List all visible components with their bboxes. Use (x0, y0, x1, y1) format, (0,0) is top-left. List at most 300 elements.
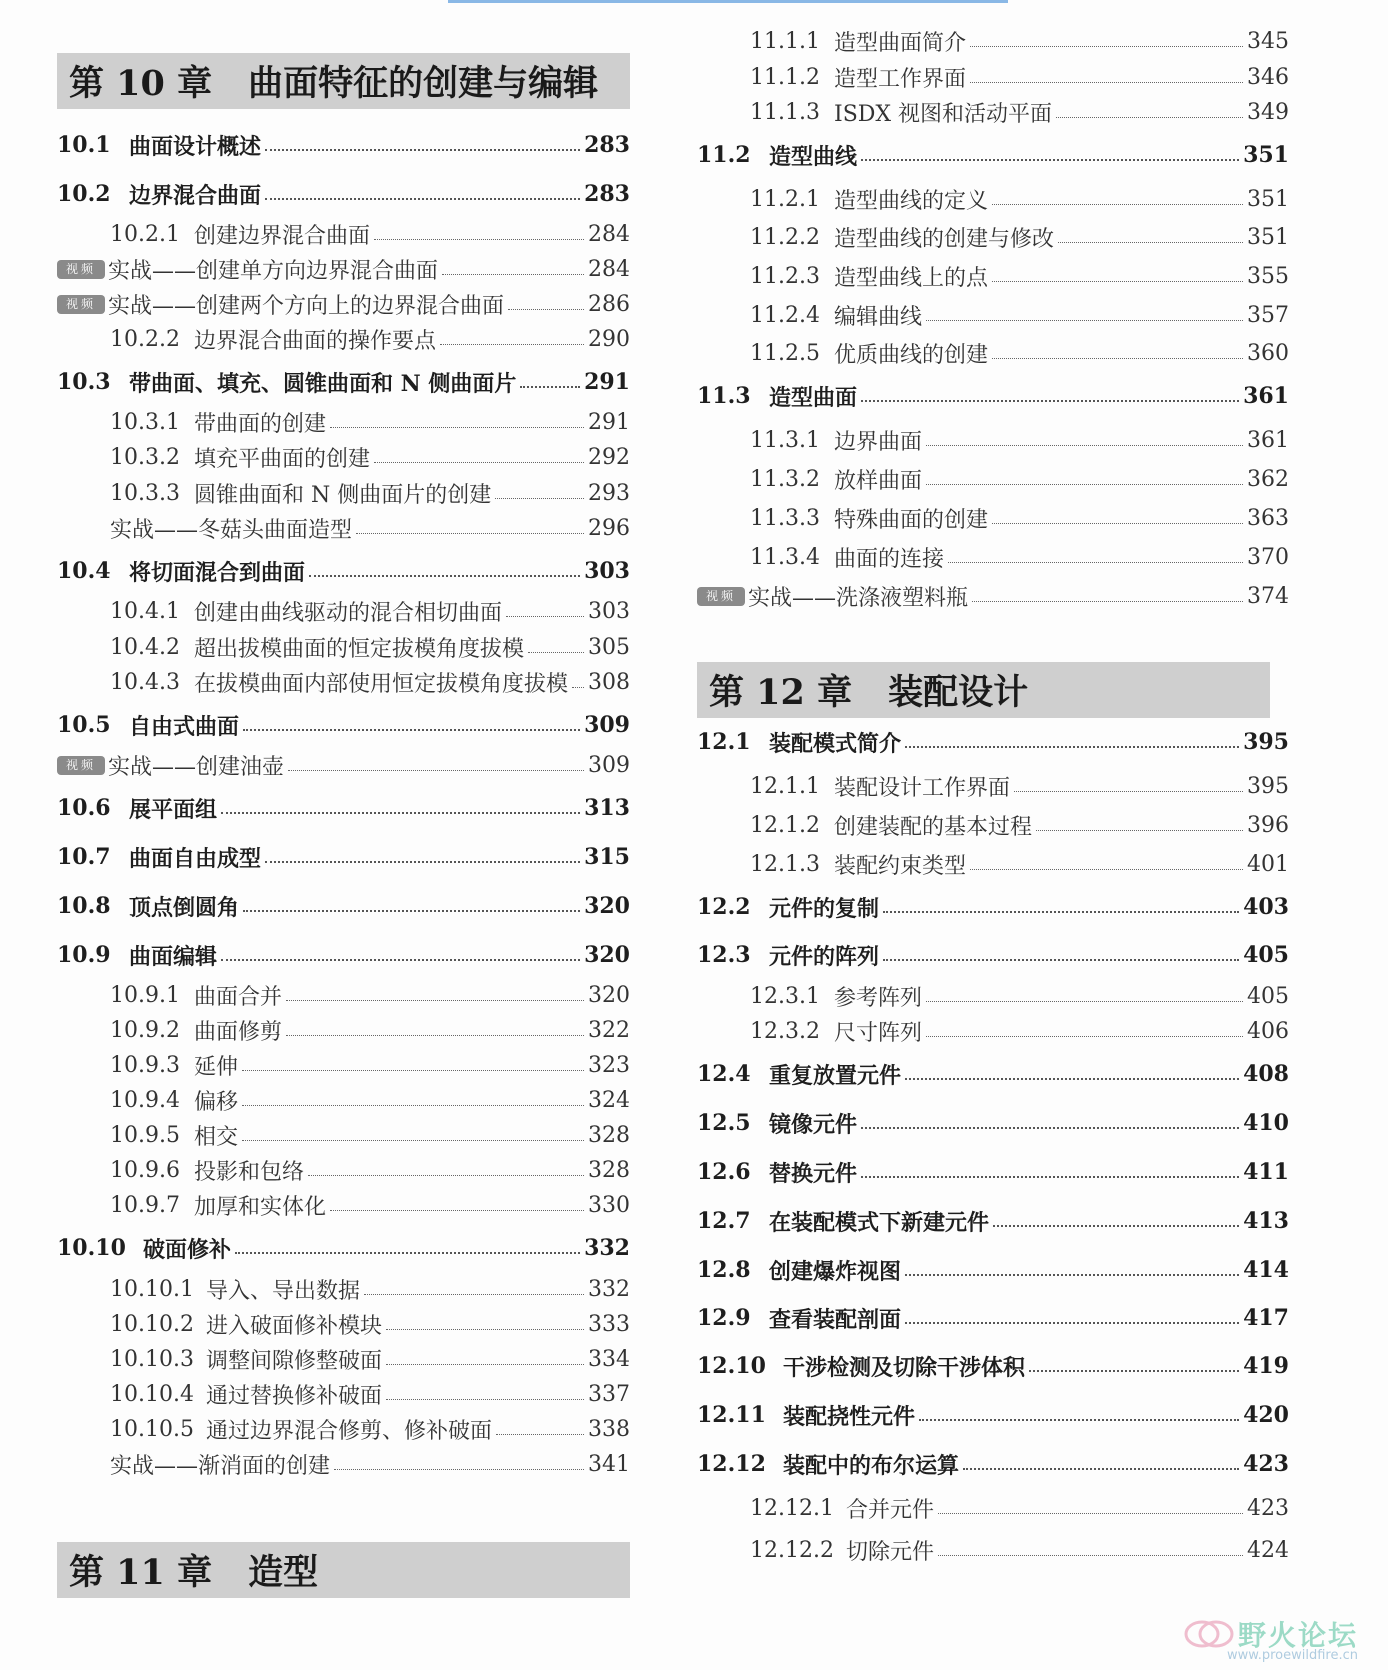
entry-title: 造型曲线 (769, 143, 858, 170)
dot-leader (1014, 791, 1243, 792)
dot-leader (970, 82, 1243, 83)
dot-leader (308, 1175, 584, 1176)
entry-title: 重复放置元件 (769, 1062, 902, 1089)
entry-number: 10.10.4 (110, 1381, 194, 1407)
entry-title: 编辑曲线 (834, 304, 923, 330)
dot-leader (972, 601, 1243, 602)
entry-page-number: 303 (588, 598, 630, 624)
entry-number: 10.10.2 (110, 1311, 194, 1337)
toc-subsection-entry[interactable] (57, 1306, 630, 1342)
video-badge: 视频 (57, 756, 105, 775)
dot-leader (496, 1434, 584, 1435)
entry-title: 相交 (194, 1124, 239, 1150)
chapter-label: 第 11 章 (69, 1552, 213, 1593)
entry-title: 自由式曲面 (129, 713, 240, 740)
entry-page-number: 341 (588, 1451, 630, 1477)
chapter-label: 第 10 章 (69, 63, 213, 104)
dot-leader (905, 1078, 1239, 1080)
entry-number: 12.6 (697, 1159, 751, 1185)
entry-page-number: 417 (1243, 1305, 1289, 1331)
toc-section-entry[interactable] (57, 176, 630, 212)
chapter-title: 装配设计 (888, 672, 1029, 713)
toc-section-entry[interactable] (697, 1056, 1289, 1092)
entry-title: 参考阵列 (834, 985, 923, 1011)
entry-title: 实战——冬菇头曲面造型 (110, 517, 353, 543)
entry-page-number: 328 (588, 1157, 630, 1183)
entry-title: 在装配模式下新建元件 (769, 1209, 990, 1236)
toc-subsection-entry[interactable] (57, 1117, 630, 1153)
toc-subsection-entry[interactable] (697, 23, 1289, 59)
entry-page-number: 395 (1247, 773, 1289, 799)
entry-number: 11.2.2 (750, 224, 820, 250)
entry-title: 镜像元件 (769, 1111, 858, 1138)
dot-leader (243, 729, 580, 731)
dot-leader (265, 149, 580, 151)
dot-leader (286, 1035, 584, 1036)
entry-number: 12.12.1 (750, 1495, 834, 1521)
entry-number: 12.4 (697, 1061, 751, 1087)
entry-page-number: 309 (588, 752, 630, 778)
entry-page-number: 303 (584, 558, 630, 584)
entry-title: 特殊曲面的创建 (834, 507, 989, 533)
entry-title: 曲面设计概述 (129, 133, 262, 160)
entry-number: 10.8 (57, 893, 111, 919)
dot-leader (330, 1210, 584, 1211)
toc-section-entry[interactable] (57, 1230, 630, 1266)
video-badge: 视频 (697, 587, 745, 606)
entry-number: 12.1.1 (750, 773, 820, 799)
toc-subsection-entry[interactable] (57, 216, 630, 252)
entry-number: 11.2.4 (750, 302, 820, 328)
watermark-url: www.proewildfire.cn (1227, 1648, 1358, 1663)
toc-subsection-entry[interactable] (697, 94, 1289, 130)
toc-subsection-entry[interactable] (57, 593, 630, 629)
toc-subsection-entry[interactable] (697, 219, 1289, 255)
entry-page-number: 413 (1243, 1208, 1289, 1234)
entry-page-number: 395 (1243, 729, 1289, 755)
toc-subsection-entry[interactable] (57, 1341, 630, 1377)
entry-number: 12.5 (697, 1110, 751, 1136)
entry-number: 10.5 (57, 712, 111, 738)
entry-title: 偏移 (194, 1089, 239, 1115)
toc-subsection-entry[interactable] (697, 1532, 1289, 1568)
entry-title: 造型曲面 (769, 384, 858, 411)
entry-title: 破面修补 (143, 1236, 232, 1263)
entry-title: 导入、导出数据 (206, 1278, 361, 1304)
entry-page-number: 410 (1243, 1110, 1289, 1136)
entry-title: 实战——创建两个方向上的边界混合曲面 (108, 293, 505, 319)
entry-number: 11.3 (697, 383, 751, 409)
entry-title: 进入破面修补模块 (206, 1313, 383, 1339)
entry-title: 曲面自由成型 (129, 845, 262, 872)
dot-leader (963, 1468, 1239, 1470)
entry-page-number: 374 (1247, 583, 1289, 609)
entry-title: 曲面的连接 (834, 546, 945, 572)
toc-lab-entry[interactable] (57, 251, 630, 287)
chapter-10-header (57, 53, 630, 109)
toc-lab-entry[interactable] (57, 747, 630, 783)
entry-number: 12.7 (697, 1208, 751, 1234)
entry-title: 投影和包络 (194, 1159, 305, 1185)
dot-leader (286, 1000, 584, 1001)
entry-title: 曲面修剪 (194, 1019, 283, 1045)
entry-page-number: 323 (588, 1052, 630, 1078)
entry-title: 切除元件 (846, 1539, 935, 1565)
entry-page-number: 309 (584, 712, 630, 738)
entry-title: 圆锥曲面和 N 侧曲面片的创建 (194, 482, 492, 508)
entry-title: 造型曲面简介 (834, 30, 967, 56)
entry-number: 10.9.6 (110, 1157, 180, 1183)
chapter-title: 造型 (248, 1552, 319, 1593)
dot-leader (495, 498, 584, 499)
dot-leader (861, 159, 1239, 161)
dot-leader (242, 1070, 584, 1071)
entry-page-number: 286 (588, 291, 630, 317)
entry-page-number: 351 (1247, 224, 1289, 250)
toc-subsection-entry[interactable] (57, 629, 630, 665)
chapter-label: 第 12 章 (709, 672, 853, 713)
entry-number: 10.2 (57, 181, 111, 207)
dot-leader (1058, 242, 1243, 243)
entry-number: 10.10 (57, 1235, 126, 1261)
entry-title: 带曲面、填充、圆锥曲面和 N 侧曲面片 (129, 370, 517, 397)
toc-subsection-entry[interactable] (57, 404, 630, 440)
toc-subsection-entry[interactable] (697, 335, 1289, 371)
watermark (1182, 1612, 1358, 1663)
toc-section-entry[interactable] (697, 378, 1289, 414)
entry-number: 12.2 (697, 894, 751, 920)
toc-section-entry[interactable] (57, 839, 630, 875)
toc-section-entry[interactable] (697, 1203, 1289, 1239)
dot-leader (386, 1364, 584, 1365)
entry-number: 10.6 (57, 795, 111, 821)
entry-number: 10.2.1 (110, 221, 180, 247)
dot-leader (506, 616, 584, 617)
entry-page-number: 334 (588, 1346, 630, 1372)
entry-page-number: 355 (1247, 263, 1289, 289)
entry-number: 12.8 (697, 1257, 751, 1283)
dot-leader (926, 1036, 1243, 1037)
toc-subsection-entry[interactable] (57, 439, 630, 475)
entry-number: 11.1.1 (750, 28, 820, 54)
entry-page-number: 362 (1247, 466, 1289, 492)
dot-leader (861, 400, 1239, 402)
toc-subsection-entry[interactable] (57, 1376, 630, 1412)
toc-subsection-entry[interactable] (697, 461, 1289, 497)
entry-number: 10.2.2 (110, 326, 180, 352)
entry-page-number: 370 (1247, 544, 1289, 570)
entry-title: 调整间隙修整破面 (206, 1348, 383, 1374)
entry-number: 12.3.2 (750, 1018, 820, 1044)
entry-title: 装配设计工作界面 (834, 775, 1011, 801)
toc-subsection-entry[interactable] (57, 977, 630, 1013)
entry-number: 10.10.5 (110, 1416, 194, 1442)
dot-leader (520, 386, 580, 388)
entry-title: 替换元件 (769, 1160, 858, 1187)
toc-section-entry[interactable] (697, 137, 1289, 173)
entry-title: 造型曲线的创建与修改 (834, 226, 1055, 252)
entry-number: 12.9 (697, 1305, 751, 1331)
entry-number: 10.9.1 (110, 982, 180, 1008)
entry-title: 放样曲面 (834, 468, 923, 494)
toc-lab-entry[interactable] (57, 286, 630, 322)
entry-number: 11.2.1 (750, 186, 820, 212)
toc-subsection-entry[interactable] (697, 422, 1289, 458)
dot-leader (374, 462, 584, 463)
entry-page-number: 401 (1247, 851, 1289, 877)
entry-title: 元件的复制 (769, 895, 880, 922)
entry-title: 将切面混合到曲面 (129, 559, 306, 586)
entry-page-number: 308 (588, 669, 630, 695)
toc-subsection-entry[interactable] (697, 768, 1289, 804)
entry-page-number: 320 (584, 942, 630, 968)
entry-number: 10.4 (57, 558, 111, 584)
toc-subsection-entry[interactable] (697, 500, 1289, 536)
toc-section-entry[interactable] (697, 889, 1289, 925)
toc-section-entry[interactable] (57, 127, 630, 163)
entry-page-number: 411 (1243, 1159, 1289, 1185)
top-accent-line (448, 0, 1008, 3)
entry-page-number: 291 (588, 409, 630, 435)
entry-title: 装配模式简介 (769, 730, 902, 757)
entry-number: 12.12 (697, 1451, 766, 1477)
entry-number: 12.11 (697, 1402, 766, 1428)
toc-lab-entry[interactable] (697, 578, 1289, 614)
entry-title: 通过边界混合修剪、修补破面 (206, 1418, 493, 1444)
entry-page-number: 351 (1247, 186, 1289, 212)
video-badge: 视频 (57, 260, 105, 279)
toc-section-entry[interactable] (57, 707, 630, 743)
dot-leader (926, 445, 1243, 446)
entry-title: 合并元件 (846, 1497, 935, 1523)
entry-number: 10.9 (57, 942, 111, 968)
toc-subsection-entry[interactable] (57, 1152, 630, 1188)
toc-subsection-entry[interactable] (697, 846, 1289, 882)
dot-leader (442, 274, 584, 275)
entry-page-number: 332 (588, 1276, 630, 1302)
toc-subsection-entry[interactable] (57, 1271, 630, 1307)
entry-page-number: 408 (1243, 1061, 1289, 1087)
toc-subsection-entry[interactable] (57, 1187, 630, 1223)
entry-title: 创建装配的基本过程 (834, 814, 1033, 840)
entry-title: 装配中的布尔运算 (783, 1452, 960, 1479)
dot-leader (993, 1225, 1239, 1227)
dot-leader (883, 959, 1239, 961)
entry-page-number: 284 (588, 256, 630, 282)
toc-subsection-entry[interactable] (57, 1012, 630, 1048)
entry-title: 装配挠性元件 (783, 1403, 916, 1430)
entry-page-number: 284 (588, 221, 630, 247)
entry-number: 12.1.3 (750, 851, 820, 877)
entry-number: 11.3.1 (750, 427, 820, 453)
toc-section-entry[interactable] (57, 790, 630, 826)
entry-page-number: 296 (588, 515, 630, 541)
entry-title: 创建由曲线驱动的混合相切曲面 (194, 600, 503, 626)
dot-leader (992, 204, 1243, 205)
entry-title: 实战——创建单方向边界混合曲面 (108, 258, 439, 284)
entry-page-number: 328 (588, 1122, 630, 1148)
entry-number: 11.3.4 (750, 544, 820, 570)
dot-leader (288, 770, 584, 771)
toc-section-entry[interactable] (697, 724, 1289, 760)
toc-subsection-entry[interactable] (697, 1013, 1289, 1049)
entry-number: 10.3.2 (110, 444, 180, 470)
entry-page-number: 315 (584, 844, 630, 870)
entry-page-number: 333 (588, 1311, 630, 1337)
dot-leader (221, 812, 580, 814)
entry-page-number: 405 (1247, 983, 1289, 1009)
dot-leader (905, 1274, 1239, 1276)
entry-number: 11.2.3 (750, 263, 820, 289)
dot-leader (235, 1252, 580, 1254)
toc-section-entry[interactable] (697, 1154, 1289, 1190)
entry-number: 10.4.1 (110, 598, 180, 624)
entry-number: 12.1.2 (750, 812, 820, 838)
toc-section-entry[interactable] (697, 1446, 1289, 1482)
entry-number: 10.9.3 (110, 1052, 180, 1078)
chapter-11-header (57, 1542, 630, 1598)
dot-leader (364, 1294, 584, 1295)
toc-subsection-entry[interactable] (697, 59, 1289, 95)
entry-page-number: 338 (588, 1416, 630, 1442)
dot-leader (905, 746, 1239, 748)
toc-subsection-entry[interactable] (697, 297, 1289, 333)
toc-section-entry[interactable] (697, 937, 1289, 973)
entry-page-number: 419 (1243, 1353, 1289, 1379)
toc-section-entry[interactable] (697, 1252, 1289, 1288)
entry-title: 造型曲线的定义 (834, 188, 989, 214)
dot-leader (919, 1419, 1239, 1421)
dot-leader (926, 320, 1243, 321)
entry-number: 10.4.3 (110, 669, 180, 695)
entry-title: 元件的阵列 (769, 943, 880, 970)
toc-section-entry[interactable] (697, 1300, 1289, 1336)
entry-page-number: 423 (1247, 1495, 1289, 1521)
entry-title: 填充平曲面的创建 (194, 446, 371, 472)
entry-page-number: 405 (1243, 942, 1289, 968)
toc-subsection-entry[interactable] (697, 1490, 1289, 1526)
toc-subsection-entry[interactable] (57, 475, 630, 511)
dot-leader (242, 1105, 584, 1106)
entry-page-number: 363 (1247, 505, 1289, 531)
entry-page-number: 349 (1247, 99, 1289, 125)
dot-leader (386, 1399, 584, 1400)
entry-title: 延伸 (194, 1054, 239, 1080)
toc-lab-entry[interactable] (57, 510, 630, 546)
toc-section-entry[interactable] (697, 1348, 1289, 1384)
toc-subsection-entry[interactable] (697, 258, 1289, 294)
entry-number: 10.3.1 (110, 409, 180, 435)
entry-page-number: 322 (588, 1017, 630, 1043)
entry-title: 实战——渐消面的创建 (110, 1453, 331, 1479)
entry-title: 顶点倒圆角 (129, 894, 240, 921)
dot-leader (992, 523, 1243, 524)
dot-leader (330, 427, 584, 428)
entry-page-number: 351 (1243, 142, 1289, 168)
entry-title: 创建边界混合曲面 (194, 223, 371, 249)
dot-leader (861, 1127, 1239, 1129)
entry-page-number: 320 (584, 893, 630, 919)
entry-page-number: 292 (588, 444, 630, 470)
toc-subsection-entry[interactable] (697, 539, 1289, 575)
entry-number: 10.3.3 (110, 480, 180, 506)
entry-number: 10.10.1 (110, 1276, 194, 1302)
entry-page-number: 396 (1247, 812, 1289, 838)
toc-subsection-entry[interactable] (57, 1411, 630, 1447)
entry-page-number: 423 (1243, 1451, 1289, 1477)
entry-page-number: 346 (1247, 64, 1289, 90)
dot-leader (948, 562, 1243, 563)
entry-title: 通过替换修补破面 (206, 1383, 383, 1409)
dot-leader (508, 309, 584, 310)
dot-leader (374, 239, 584, 240)
toc-section-entry[interactable] (697, 1105, 1289, 1141)
entry-page-number: 360 (1247, 340, 1289, 366)
entry-title: 创建爆炸视图 (769, 1258, 902, 1285)
toc-subsection-entry[interactable] (57, 1047, 630, 1083)
dot-leader (242, 1140, 584, 1141)
dot-leader (243, 910, 580, 912)
entry-title: 查看装配剖面 (769, 1306, 902, 1333)
entry-number: 11.3.3 (750, 505, 820, 531)
entry-number: 10.1 (57, 132, 111, 158)
dot-leader (861, 1176, 1239, 1178)
entry-title: 在拔模曲面内部使用恒定拔模角度拔模 (194, 671, 569, 697)
entry-number: 11.1.2 (750, 64, 820, 90)
entry-number: 10.9.5 (110, 1122, 180, 1148)
entry-page-number: 313 (584, 795, 630, 821)
entry-page-number: 345 (1247, 28, 1289, 54)
entry-title: ISDX 视图和活动平面 (834, 101, 1053, 127)
video-badge: 视频 (57, 295, 105, 314)
toc-section-entry[interactable] (57, 553, 630, 589)
entry-page-number: 283 (584, 132, 630, 158)
entry-title: 曲面编辑 (129, 943, 218, 970)
entry-title: 实战——洗涤液塑料瓶 (748, 585, 969, 611)
dot-leader (265, 198, 580, 200)
toc-subsection-entry[interactable] (57, 1082, 630, 1118)
entry-number: 10.4.2 (110, 634, 180, 660)
dot-leader (970, 46, 1243, 47)
entry-number: 12.3.1 (750, 983, 820, 1009)
toc-lab-entry[interactable] (57, 1446, 630, 1482)
toc-subsection-entry[interactable] (57, 321, 630, 357)
toc-section-entry[interactable] (57, 937, 630, 973)
entry-page-number: 361 (1243, 383, 1289, 409)
dot-leader (334, 1469, 584, 1470)
toc-section-entry[interactable] (57, 888, 630, 924)
dot-leader (926, 1001, 1243, 1002)
dot-leader (265, 861, 580, 863)
toc-subsection-entry[interactable] (697, 978, 1289, 1014)
toc-subsection-entry[interactable] (697, 807, 1289, 843)
entry-number: 10.9.2 (110, 1017, 180, 1043)
toc-section-entry[interactable] (57, 364, 630, 400)
chapter-title: 曲面特征的创建与编辑 (248, 63, 599, 104)
entry-number: 10.9.4 (110, 1087, 180, 1113)
entry-title: 超出拔模曲面的恒定拔模角度拔模 (194, 636, 525, 662)
entry-number: 11.2.5 (750, 340, 820, 366)
toc-subsection-entry[interactable] (697, 181, 1289, 217)
toc-section-entry[interactable] (697, 1397, 1289, 1433)
dot-leader (309, 575, 580, 577)
entry-number: 10.7 (57, 844, 111, 870)
entry-title: 带曲面的创建 (194, 411, 327, 437)
entry-page-number: 424 (1247, 1537, 1289, 1563)
toc-subsection-entry[interactable] (57, 664, 630, 700)
dot-leader (970, 869, 1243, 870)
entry-title: 尺寸阵列 (834, 1020, 923, 1046)
